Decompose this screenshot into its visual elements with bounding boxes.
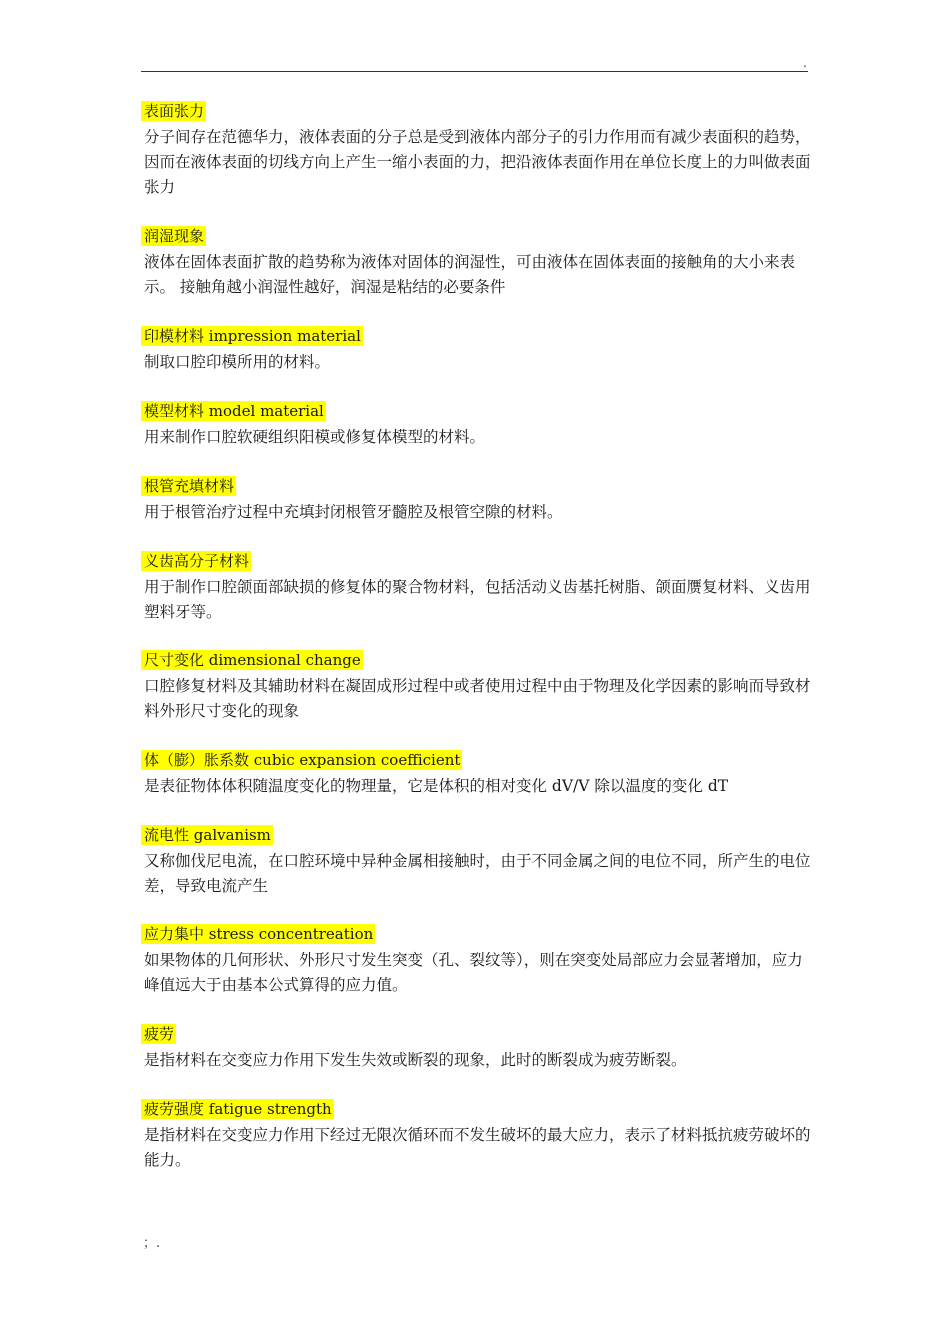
- term-heading: [141, 401, 326, 421]
- term-heading: [141, 226, 206, 246]
- term-heading: [141, 326, 363, 346]
- term-heading: [141, 101, 206, 121]
- term-heading: [141, 551, 251, 571]
- term-description: 制取口腔印模所用的材料。: [144, 353, 331, 371]
- term-title: 应力集中 stress concentreation: [141, 924, 375, 944]
- term-title: 流电性 galvanism: [141, 825, 273, 845]
- term-heading: [141, 750, 462, 770]
- term-description: 用来制作口腔软硬组织阳模或修复体模型的材料。: [144, 428, 486, 446]
- header-dot: .: [803, 56, 807, 70]
- term-description: 是指材料在交变应力作用下发生失效或断裂的现象，此时的断裂成为疲劳断裂。: [144, 1051, 687, 1069]
- term-title: 义齿高分子材料: [141, 551, 251, 571]
- term-title: 模型材料 model material: [141, 401, 326, 421]
- term-title: 印模材料 impression material: [141, 326, 363, 346]
- term-description: 用于制作口腔颌面部缺损的修复体的聚合物材料，包括活动义齿基托树脂、颌面赝复材料、义齿用塑料牙等。: [144, 578, 811, 621]
- footer-mark: ；.: [143, 1236, 161, 1251]
- term-title: 尺寸变化 dimensional change: [141, 650, 363, 670]
- term-description: 如果物体的几何形状、外形尺寸发生突变（孔、裂纹等），则在突变处局部应力会显著增加，应力峰值远大于由基本公式算得的应力值。: [144, 951, 803, 994]
- term-description: 液体在固体表面扩散的趋势称为液体对固体的润湿性，可由液体在固体表面的接触角的大小来表示。 接触角越小润湿性越好，润湿是粘结的必要条件: [144, 253, 796, 296]
- term-title: 疲劳: [141, 1024, 176, 1044]
- term-description: 是指材料在交变应力作用下经过无限次循环而不发生破坏的最大应力，表示了材料抵抗疲劳破坏的能力。: [144, 1126, 811, 1169]
- term-title: 根管充填材料: [141, 476, 236, 496]
- term-heading: [141, 476, 236, 496]
- term-description: 又称伽伐尼电流，在口腔环境中异种金属相接触时，由于不同金属之间的电位不同，所产生的电位差，导致电流产生: [144, 852, 811, 895]
- term-heading: [141, 924, 375, 944]
- term-heading: [141, 650, 363, 670]
- term-title: 体（膨）胀系数 cubic expansion coefficient: [141, 750, 462, 770]
- term-title: 表面张力: [141, 101, 206, 121]
- term-description: 口腔修复材料及其辅助材料在凝固成形过程中或者使用过程中由于物理及化学因素的影响而导致材料外形尺寸变化的现象: [144, 677, 811, 720]
- term-description: 是表征物体体积随温度变化的物理量，它是体积的相对变化 dV/V 除以温度的变化 dT: [144, 777, 729, 795]
- term-description: 分子间存在范德华力，液体表面的分子总是受到液体内部分子的引力作用而有减少表面积的趋势，因而在液体表面的切线方向上产生一缩小表面的力，把沿液体表面作用在单位长度上的力叫做表面张力: [144, 128, 811, 196]
- term-title: 润湿现象: [141, 226, 206, 246]
- term-description: 用于根管治疗过程中充填封闭根管牙髓腔及根管空隙的材料。: [144, 503, 563, 521]
- term-heading: [141, 825, 273, 845]
- term-heading: [141, 1099, 334, 1119]
- term-heading: [141, 1024, 176, 1044]
- term-title: 疲劳强度 fatigue strength: [141, 1099, 334, 1119]
